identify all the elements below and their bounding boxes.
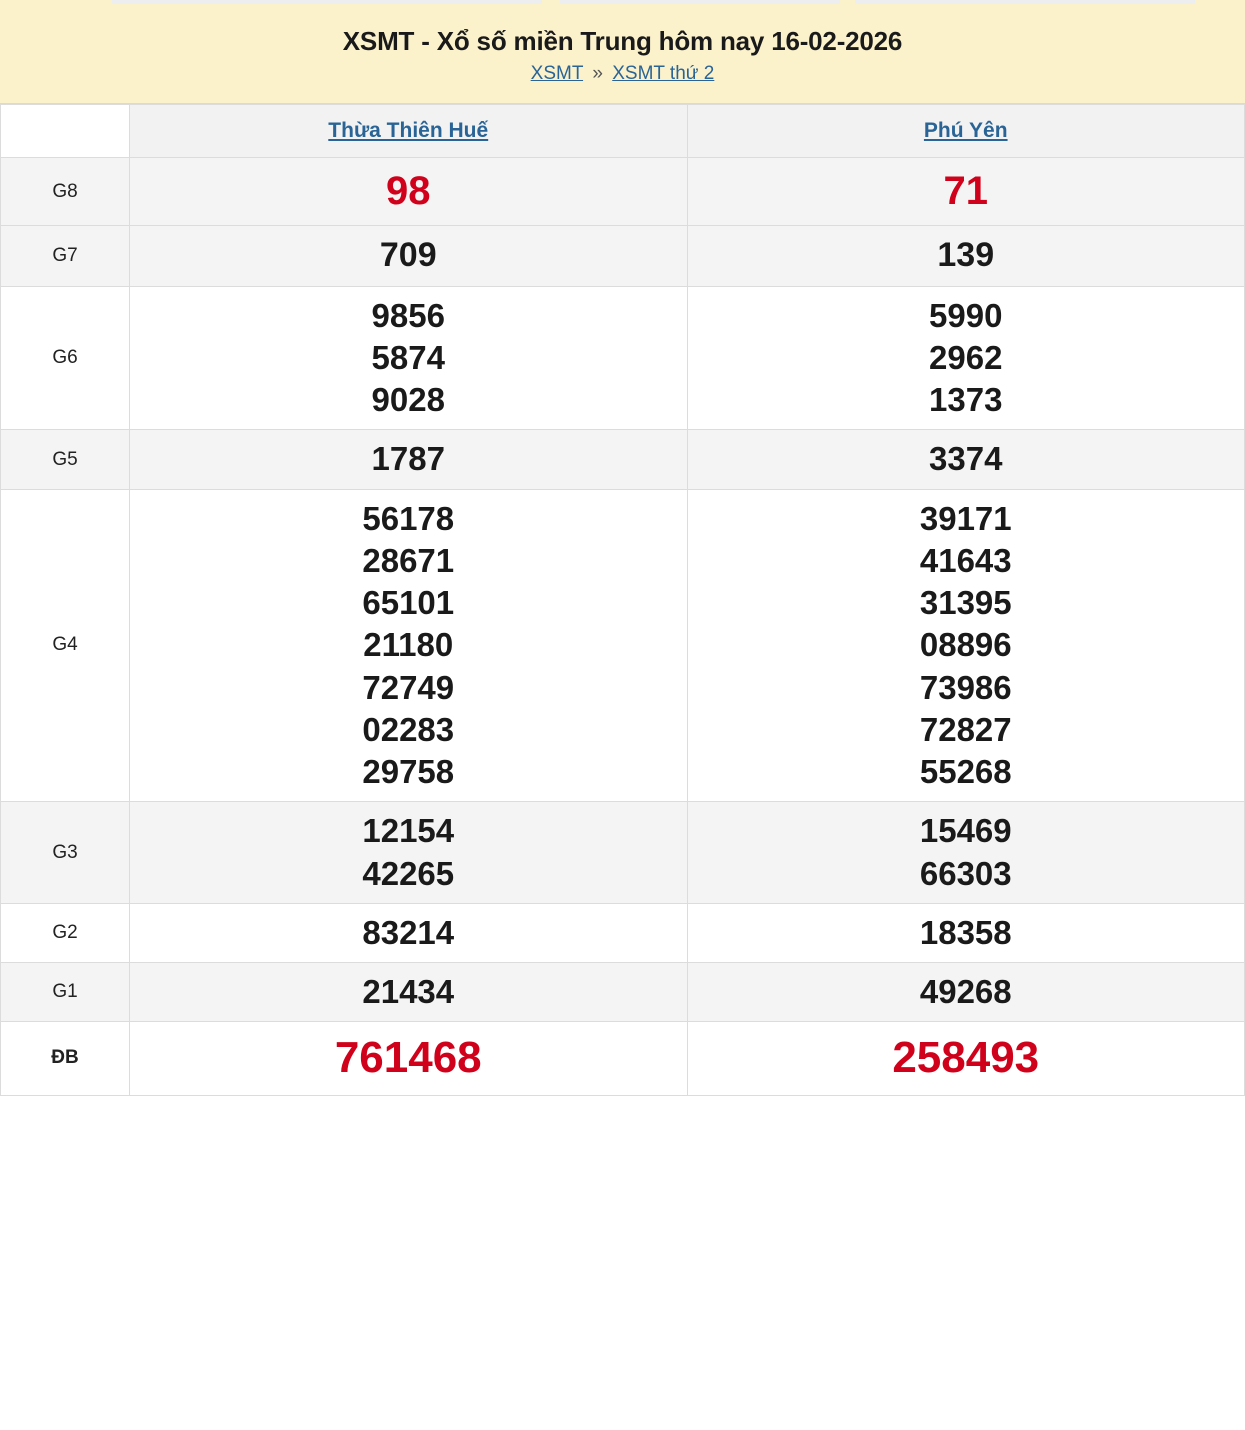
- table-row: [1, 286, 1245, 430]
- number: 73986: [919, 668, 1012, 706]
- top-partial-strip: [0, 0, 1245, 12]
- table-row: [1, 903, 1245, 962]
- column-header-province-1: [130, 105, 688, 158]
- prize-numbers: [130, 489, 688, 802]
- prize-label: G5: [1, 430, 130, 489]
- province-link-1[interactable]: Thừa Thiên Huế: [328, 119, 489, 142]
- number: 72749: [362, 668, 455, 706]
- number: 39171: [919, 499, 1012, 537]
- prize-numbers: [687, 489, 1245, 802]
- prize-numbers: [130, 802, 688, 903]
- prize-label: G6: [1, 286, 130, 430]
- lottery-results-table: [0, 104, 1245, 1096]
- number: 42265: [362, 854, 455, 892]
- table-row: [1, 802, 1245, 903]
- number: 3374: [929, 440, 1003, 478]
- number: 5874: [371, 338, 445, 376]
- prize-numbers: [130, 158, 688, 226]
- breadcrumb-link-current[interactable]: XSMT thứ 2: [612, 63, 715, 84]
- prize-numbers: [687, 286, 1245, 430]
- number: 71: [943, 169, 988, 213]
- prize-numbers: [130, 1022, 688, 1095]
- number: 258493: [892, 1033, 1040, 1083]
- table-row: [1, 489, 1245, 802]
- prize-numbers: [687, 430, 1245, 489]
- number: 29758: [362, 753, 455, 791]
- prize-label: G1: [1, 962, 130, 1021]
- breadcrumb-link-root[interactable]: XSMT: [530, 63, 584, 84]
- number: 31395: [919, 584, 1012, 622]
- number: 21434: [362, 972, 455, 1010]
- prize-numbers: [687, 903, 1245, 962]
- page-header: [0, 12, 1245, 104]
- number: 9856: [371, 296, 445, 334]
- number: 98: [386, 169, 431, 213]
- table-corner-cell: [1, 105, 130, 158]
- prize-numbers: [130, 962, 688, 1021]
- column-header-province-2: [687, 105, 1245, 158]
- number: 65101: [362, 584, 455, 622]
- page-title: XSMT - Xổ số miền Trung hôm nay 16-02-2026: [342, 26, 903, 56]
- prize-label: G8: [1, 158, 130, 226]
- prize-label: G2: [1, 903, 130, 962]
- number: 1373: [929, 381, 1003, 419]
- prize-numbers: [130, 226, 688, 287]
- table-row: [1, 158, 1245, 226]
- number: 66303: [919, 854, 1012, 892]
- table-row: [1, 1022, 1245, 1095]
- number: 02283: [362, 710, 455, 748]
- number: 12154: [362, 812, 455, 850]
- number: 15469: [919, 812, 1012, 850]
- prize-numbers: [687, 802, 1245, 903]
- number: 139: [937, 236, 995, 275]
- number: 56178: [362, 499, 455, 537]
- strip-segment-a: [112, 0, 542, 4]
- number: 49268: [919, 972, 1012, 1010]
- prize-label: G3: [1, 802, 130, 903]
- prize-numbers: [687, 226, 1245, 287]
- number: 2962: [929, 338, 1003, 376]
- table-row: [1, 226, 1245, 287]
- number: 28671: [362, 541, 455, 579]
- prize-numbers: [687, 962, 1245, 1021]
- prize-numbers: [687, 1022, 1245, 1095]
- province-link-2[interactable]: Phú Yên: [923, 119, 1008, 142]
- prize-numbers: [130, 903, 688, 962]
- number: 41643: [919, 541, 1012, 579]
- number: 55268: [919, 753, 1012, 791]
- number: 5990: [929, 296, 1003, 334]
- prize-numbers: [130, 430, 688, 489]
- strip-segment-b: [560, 0, 840, 4]
- prize-label: G7: [1, 226, 130, 287]
- strip-segment-c: [855, 0, 1195, 4]
- number: 9028: [371, 381, 445, 419]
- prize-numbers: [687, 158, 1245, 226]
- table-row: [1, 430, 1245, 489]
- prize-numbers: [130, 286, 688, 430]
- table-header-row: [1, 105, 1245, 158]
- number: 21180: [363, 626, 454, 664]
- breadcrumb-separator: »: [592, 63, 603, 84]
- number: 1787: [371, 440, 445, 478]
- prize-label: G4: [1, 489, 130, 802]
- number: 72827: [919, 710, 1012, 748]
- number: 18358: [919, 913, 1012, 951]
- prize-label: ĐB: [1, 1022, 130, 1095]
- number: 83214: [362, 913, 455, 951]
- table-row: [1, 962, 1245, 1021]
- number: 761468: [334, 1033, 482, 1083]
- number: 08896: [919, 626, 1012, 664]
- number: 709: [379, 236, 437, 275]
- breadcrumb: [0, 63, 1245, 85]
